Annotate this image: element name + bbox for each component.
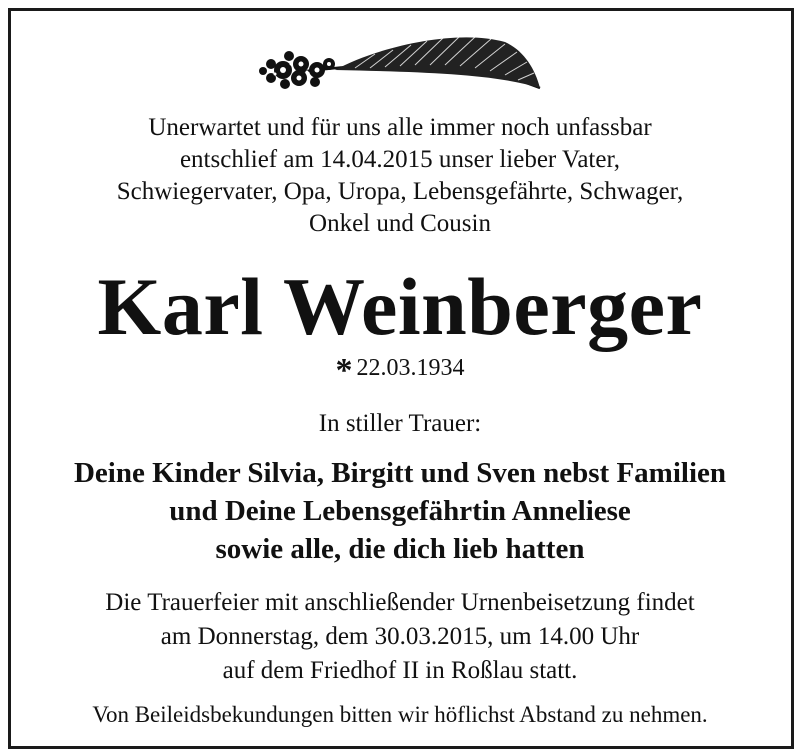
family-line: und Deine Lebensgefährtin Anneliese <box>169 495 631 527</box>
mourning-label: In stiller Trauer: <box>318 410 482 437</box>
birth-date: 22.03.1934 <box>356 355 465 381</box>
palm-branch-with-flowers-icon <box>255 28 545 98</box>
birth-date-line <box>0 352 800 387</box>
intro-line: entschlief am 14.04.2015 unser lieber Vater, <box>179 146 621 173</box>
closing-note: Von Beileidsbekundungen bitten wir höflichst Abstand zu nehmen. <box>92 702 708 727</box>
intro-line: Onkel und Cousin <box>309 210 491 237</box>
birth-star-icon: * <box>335 352 353 389</box>
funeral-ceremony-info <box>0 586 800 688</box>
ceremony-line: Die Trauerfeier mit anschließender Urnenbeisetzung findet <box>105 589 695 616</box>
ceremony-line: am Donnerstag, dem 30.03.2015, um 14.00 Uhr <box>160 623 640 650</box>
family-line: sowie alle, die dich lieb hatten <box>215 533 585 565</box>
family-signatures <box>0 454 800 568</box>
deceased-name: Karl Weinberger <box>97 261 703 352</box>
intro-line: Unerwartet und für uns alle immer noch unfassbar <box>148 114 652 141</box>
intro-line: Schwiegervater, Opa, Uropa, Lebensgefährte, Schwager, <box>116 178 684 205</box>
intro-text <box>0 112 800 240</box>
ceremony-line: auf dem Friedhof II in Roßlau statt. <box>222 657 578 684</box>
family-line: Deine Kinder Silvia, Birgitt und Sven nebst Familien <box>73 457 727 489</box>
